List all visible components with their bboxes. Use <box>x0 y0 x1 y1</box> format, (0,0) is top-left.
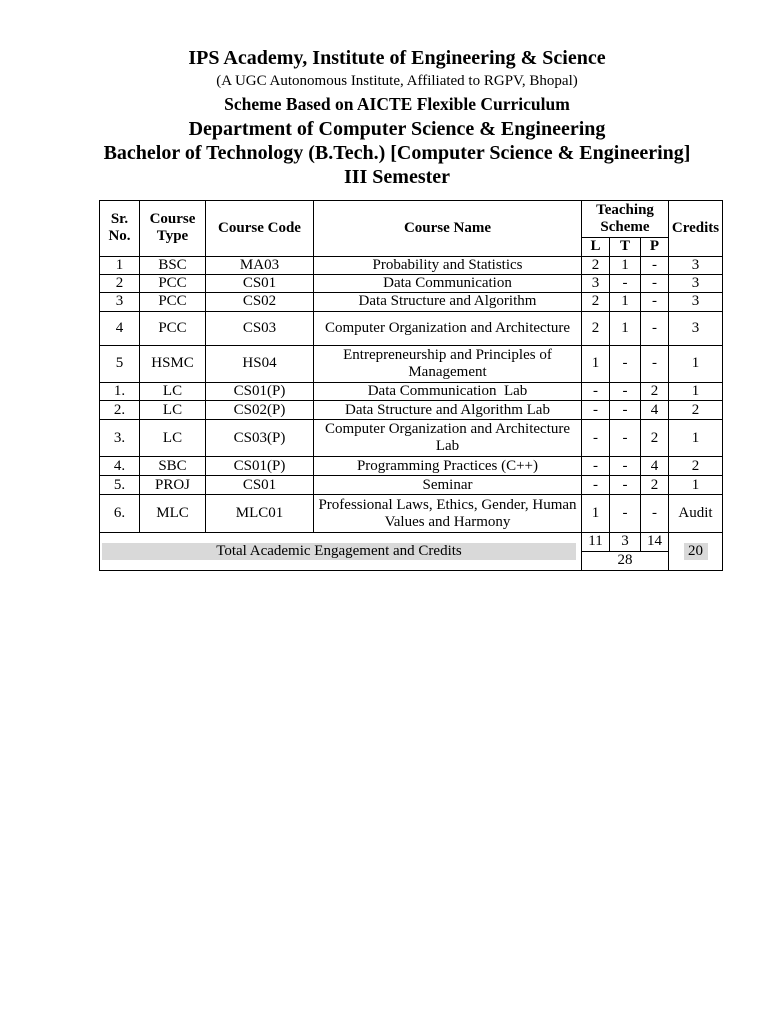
row-course-code: MLC01 <box>206 495 314 533</box>
row-credits: 3 <box>669 274 723 292</box>
row-lecture-hours: - <box>582 476 610 495</box>
row-tutorial-hours: - <box>610 274 641 292</box>
header-sr-no: Sr. No. <box>100 201 140 257</box>
row-credits: 1 <box>669 346 723 383</box>
row-course-code: CS02(P) <box>206 401 314 420</box>
row-course-type: LC <box>140 420 206 457</box>
row-tutorial-hours: - <box>610 457 641 476</box>
row-course-type: HSMC <box>140 346 206 383</box>
table-body <box>100 256 723 533</box>
total-teaching-hours: 28 <box>582 551 669 570</box>
total-credits-cell <box>669 533 723 570</box>
row-lecture-hours: 2 <box>582 312 610 346</box>
row-practical-hours: - <box>641 312 669 346</box>
row-course-code: MA03 <box>206 256 314 274</box>
table-header <box>100 201 723 257</box>
row-sr-no: 2 <box>100 274 140 292</box>
course-row <box>100 383 723 401</box>
row-course-name: Seminar <box>314 476 582 495</box>
row-practical-hours: - <box>641 256 669 274</box>
row-tutorial-hours: - <box>610 346 641 383</box>
row-course-type: PCC <box>140 274 206 292</box>
row-course-name: Data Structure and Algorithm Lab <box>314 401 582 420</box>
header-teaching-scheme: Teaching Scheme <box>582 201 669 238</box>
row-course-name: Computer Organization and Architecture Lab <box>314 420 582 457</box>
course-row <box>100 420 723 457</box>
row-lecture-hours: 3 <box>582 274 610 292</box>
row-course-code: CS01(P) <box>206 457 314 476</box>
row-practical-hours: - <box>641 346 669 383</box>
header-course-type: Course Type <box>140 201 206 257</box>
row-course-code: CS02 <box>206 293 314 312</box>
scheme-table <box>99 200 723 571</box>
total-lecture-hours: 11 <box>582 533 610 551</box>
row-credits: 1 <box>669 476 723 495</box>
row-course-code: CS01 <box>206 476 314 495</box>
row-credits: 3 <box>669 256 723 274</box>
row-course-type: PCC <box>140 293 206 312</box>
row-course-code: CS01(P) <box>206 383 314 401</box>
row-practical-hours: - <box>641 274 669 292</box>
course-row <box>100 476 723 495</box>
row-tutorial-hours: 1 <box>610 312 641 346</box>
row-course-type: PROJ <box>140 476 206 495</box>
row-tutorial-hours: - <box>610 383 641 401</box>
row-course-name: Computer Organization and Architecture <box>314 312 582 346</box>
header-row <box>100 201 723 238</box>
row-course-code: CS03 <box>206 312 314 346</box>
row-sr-no: 1 <box>100 256 140 274</box>
row-sr-no: 4 <box>100 312 140 346</box>
row-practical-hours: 2 <box>641 476 669 495</box>
row-lecture-hours: - <box>582 420 610 457</box>
row-course-name: Data Communication Lab <box>314 383 582 401</box>
row-credits: 3 <box>669 293 723 312</box>
row-lecture-hours: 2 <box>582 256 610 274</box>
row-course-type: LC <box>140 401 206 420</box>
course-row <box>100 457 723 476</box>
header-tutorial: T <box>610 238 641 257</box>
row-course-name: Entrepreneurship and Principles of Management <box>314 346 582 383</box>
row-course-type: MLC <box>140 495 206 533</box>
total-tutorial-hours: 3 <box>610 533 641 551</box>
semester-title: III Semester <box>343 166 451 188</box>
row-sr-no: 4. <box>100 457 140 476</box>
row-lecture-hours: 2 <box>582 293 610 312</box>
row-credits: 1 <box>669 420 723 457</box>
row-tutorial-hours: - <box>610 495 641 533</box>
course-row <box>100 346 723 383</box>
row-lecture-hours: - <box>582 457 610 476</box>
row-practical-hours: 4 <box>641 401 669 420</box>
row-lecture-hours: - <box>582 383 610 401</box>
row-sr-no: 2. <box>100 401 140 420</box>
row-course-name: Programming Practices (C++) <box>314 457 582 476</box>
total-label: Total Academic Engagement and Credits <box>102 543 576 560</box>
header-course-name: Course Name <box>314 201 582 257</box>
department-name: Department of Computer Science & Engineering <box>188 118 606 140</box>
table-totals <box>100 533 723 570</box>
row-course-name: Data Communication <box>314 274 582 292</box>
row-credits: 1 <box>669 383 723 401</box>
row-sr-no: 3 <box>100 293 140 312</box>
course-row <box>100 401 723 420</box>
row-course-code: CS03(P) <box>206 420 314 457</box>
row-sr-no: 5. <box>100 476 140 495</box>
row-course-name: Data Structure and Algorithm <box>314 293 582 312</box>
row-sr-no: 6. <box>100 495 140 533</box>
curriculum-scheme: Scheme Based on AICTE Flexible Curriculum <box>224 94 570 114</box>
row-practical-hours: 2 <box>641 383 669 401</box>
row-tutorial-hours: - <box>610 401 641 420</box>
row-credits: 2 <box>669 457 723 476</box>
institute-affiliation: (A UGC Autonomous Institute, Affiliated to RGPV, Bhopal) <box>216 73 578 89</box>
row-course-name: Professional Laws, Ethics, Gender, Human Values and Harmony <box>314 495 582 533</box>
row-tutorial-hours: - <box>610 420 641 457</box>
row-lecture-hours: 1 <box>582 346 610 383</box>
row-sr-no: 5 <box>100 346 140 383</box>
row-course-name: Probability and Statistics <box>314 256 582 274</box>
row-sr-no: 3. <box>100 420 140 457</box>
course-row <box>100 495 723 533</box>
institute-name: IPS Academy, Institute of Engineering & Science <box>188 47 606 69</box>
row-tutorial-hours: - <box>610 476 641 495</box>
total-practical-hours: 14 <box>641 533 669 551</box>
row-credits: 2 <box>669 401 723 420</box>
row-course-code: CS01 <box>206 274 314 292</box>
header-course-code: Course Code <box>206 201 314 257</box>
total-credits: 20 <box>684 543 708 560</box>
row-course-code: HS04 <box>206 346 314 383</box>
row-practical-hours: - <box>641 495 669 533</box>
course-row <box>100 256 723 274</box>
row-course-type: LC <box>140 383 206 401</box>
row-lecture-hours: - <box>582 401 610 420</box>
row-course-type: BSC <box>140 256 206 274</box>
row-practical-hours: 2 <box>641 420 669 457</box>
row-credits: Audit <box>669 495 723 533</box>
header-practical: P <box>641 238 669 257</box>
total-row <box>100 533 723 551</box>
course-row <box>100 312 723 346</box>
row-tutorial-hours: 1 <box>610 256 641 274</box>
header-lecture: L <box>582 238 610 257</box>
row-practical-hours: 4 <box>641 457 669 476</box>
row-tutorial-hours: 1 <box>610 293 641 312</box>
program-name: Bachelor of Technology (B.Tech.) [Computer Science & Engineering] <box>103 142 691 164</box>
row-credits: 3 <box>669 312 723 346</box>
row-course-type: SBC <box>140 457 206 476</box>
row-course-type: PCC <box>140 312 206 346</box>
row-lecture-hours: 1 <box>582 495 610 533</box>
total-label-cell <box>100 533 582 570</box>
course-row <box>100 274 723 292</box>
course-row <box>100 293 723 312</box>
header-credits: Credits <box>669 201 723 257</box>
row-practical-hours: - <box>641 293 669 312</box>
row-sr-no: 1. <box>100 383 140 401</box>
